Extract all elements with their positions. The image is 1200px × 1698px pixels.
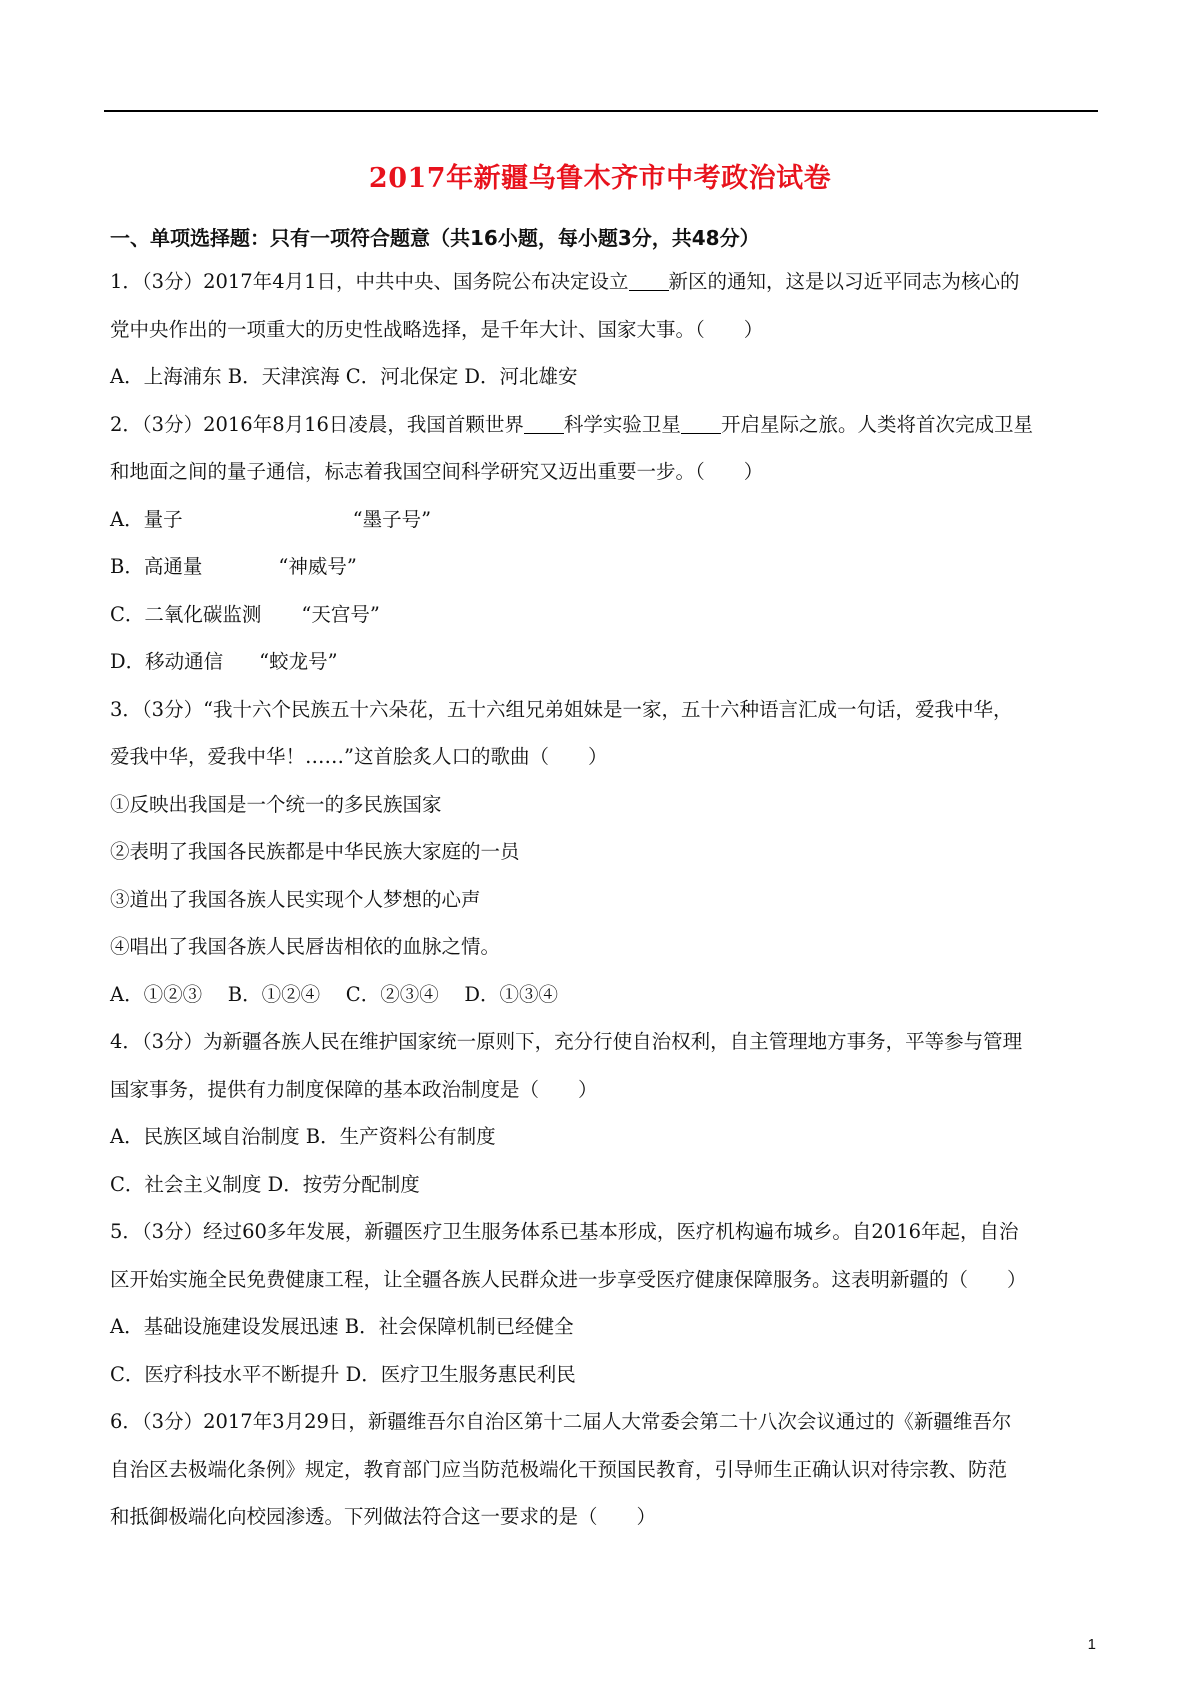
- question-2-option-a: A．量子 “墨子号”: [110, 507, 432, 531]
- question-2-line-2: 和地面之间的量子通信，标志着我国空间科学研究又迈出重要一步。（ ）: [110, 460, 764, 483]
- question-6-line-3: 和抵御极端化向校园渗透。下列做法符合这一要求的是（ ）: [110, 1505, 657, 1528]
- question-2-option-c: C．二氧化碳监测 “天宫号”: [110, 602, 380, 626]
- question-6-line-2: 自治区去极端化条例》规定，教育部门应当防范极端化干预国民教育，引导师生正确认识对待宗教、防范: [110, 1457, 1008, 1481]
- question-3-statement-3: ③道出了我国各族人民实现个人梦想的心声: [110, 887, 481, 911]
- answer-blank: [681, 413, 721, 434]
- question-5-line-2: 区开始实施全民免费健康工程，让全疆各族人民群众进一步享受医疗健康保障服务。这表明新疆的（ ）: [110, 1267, 1027, 1291]
- question-4-options-1: A．民族区域自治制度 B．生产资料公有制度: [110, 1125, 496, 1148]
- header-rule: [104, 110, 1098, 112]
- question-3-line-1: 3．（3分）“我十六个民族五十六朵花，五十六组兄弟姐妹是一家，五十六种语言汇成一句话，爱我中华，: [110, 697, 1013, 721]
- page-number: 1: [1087, 1636, 1096, 1653]
- question-list: [110, 258, 1098, 1541]
- question-3-line-2: 爱我中华，爱我中华！……”这首脍炙人口的歌曲（ ）: [110, 745, 608, 768]
- question-4-line-1: 4．（3分）为新疆各族人民在维护国家统一原则下，充分行使自治权利，自主管理地方事务，平等参与管理: [110, 1030, 1023, 1053]
- answer-blank: [629, 271, 669, 292]
- question-1-line-1: 1．（3分）2017年4月1日，中共中央、国务院公布决定设立 新区的通知，这是以习近平同志为核心的: [110, 270, 1020, 293]
- question-2-option-d: D．移动通信 “蛟龙号”: [110, 650, 338, 673]
- question-1-line-2: 党中央作出的一项重大的历史性战略选择，是千年大计、国家大事。（ ）: [110, 317, 764, 341]
- question-6-line-1: 6．（3分）2017年3月29日，新疆维吾尔自治区第十二届人大常委会第二十八次会议通过的《新疆维吾尔: [110, 1410, 1012, 1433]
- question-3-statement-2: ②表明了我国各民族都是中华民族大家庭的一员: [110, 840, 520, 863]
- question-3-statement-1: ①反映出我国是一个统一的多民族国家: [110, 792, 442, 816]
- answer-blank: [524, 413, 564, 434]
- page-title: 2017年新疆乌鲁木齐市中考政治试卷: [368, 163, 832, 194]
- question-1-options: A．上海浦东 B．天津滨海 C．河北保定 D．河北雄安: [110, 365, 578, 388]
- question-5-options-1: A．基础设施建设发展迅速 B．社会保障机制已经健全: [110, 1315, 574, 1338]
- question-5-line-1: 5．（3分）经过60多年发展，新疆医疗卫生服务体系已基本形成，医疗机构遍布城乡。自2016年起，自治: [110, 1220, 1019, 1243]
- question-4-options-2: C．社会主义制度 D．按劳分配制度: [110, 1172, 420, 1196]
- question-5-options-2: C．医疗科技水平不断提升 D．医疗卫生服务惠民利民: [110, 1362, 576, 1386]
- question-2-option-b: B．高通量 “神威号”: [110, 555, 357, 578]
- question-2-line-1: 2．（3分）2016年8月16日凌晨，我国首颗世界 科学实验卫星 开启星际之旅。人类将首次完成卫星: [110, 412, 1033, 436]
- question-3-statement-4: ④唱出了我国各族人民唇齿相依的血脉之情。: [110, 935, 501, 958]
- question-3-options: A．①②③ B．①②④ C．②③④ D．①③④: [110, 982, 559, 1006]
- question-4-line-2: 国家事务，提供有力制度保障的基本政治制度是（ ）: [110, 1077, 598, 1101]
- section-heading: 一、单项选择题：只有一项符合题意（共16小题，每小题3分，共48分）: [110, 226, 760, 250]
